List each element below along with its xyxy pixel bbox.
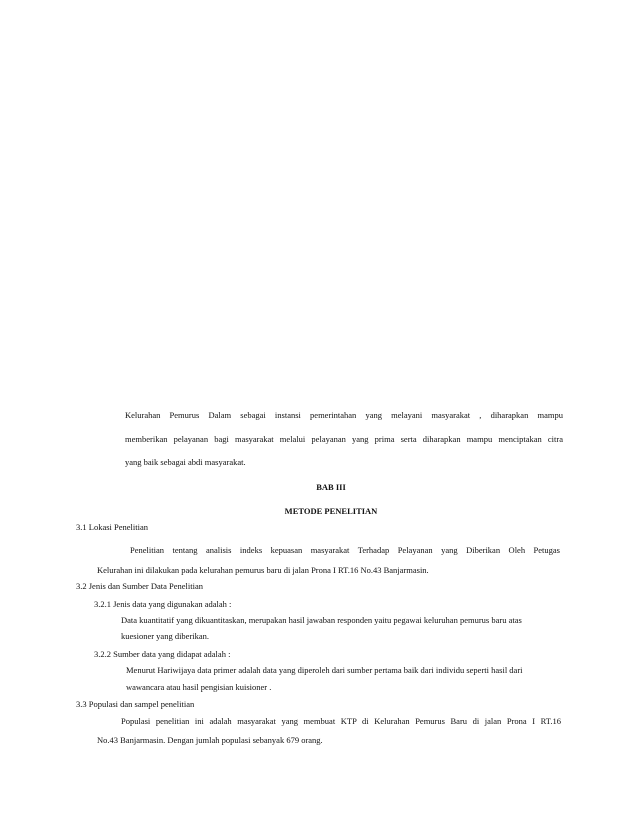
section-3-2-2-heading: 3.2.2 Sumber data yang didapat adalah :	[94, 649, 231, 659]
intro-line-2: memberikan pelayanan bagi masyarakat melalui pelayanan yang prima serta diharapkan mampu menciptakan citra	[125, 434, 563, 444]
section-3-3-heading: 3.3 Populasi dan sampel penelitian	[76, 699, 195, 709]
intro-line-3: yang baik sebagai abdi masyarakat.	[125, 457, 246, 467]
section-3-2-1-line-1: Data kuantitatif yang dikuantitaskan, merupakan hasil jawaban responden yaitu pegawai keluruhan pemurus baru atas	[121, 615, 522, 625]
section-3-2-1-line-2: kuesioner yang diberikan.	[121, 631, 210, 641]
intro-line-1: Kelurahan Pemurus Dalam sebagai instansi pemerintahan yang melayani masyarakat , diharapkan mampu	[125, 410, 563, 420]
section-3-2-2-line-1: Menurut Hariwijaya data primer adalah data yang diperoleh dari sumber pertama baik dari individu seperti hasil dari	[126, 665, 523, 675]
section-3-2-2-line-2: wawancara atau hasil pengisian kuisioner .	[126, 682, 272, 692]
section-3-3-para-line-2: No.43 Banjarmasin. Dengan jumlah populasi sebanyak 679 orang.	[97, 735, 323, 745]
section-3-2-1-heading: 3.2.1 Jenis data yang digunakan adalah :	[94, 599, 232, 609]
section-3-1-para-line-1: Penelitian tentang analisis indeks kepuasan masyarakat Terhadap Pelayanan yang Diberikan Oleh Petugas	[130, 545, 560, 555]
section-3-1-para-line-2: Kelurahan ini dilakukan pada kelurahan pemurus baru di jalan Prona I RT.16 No.43 Banjarmasin.	[97, 565, 429, 575]
chapter-title: METODE PENELITIAN	[284, 506, 378, 516]
section-3-1-heading: 3.1 Lokasi Penelitian	[76, 522, 149, 532]
section-3-3-para-line-1: Populasi penelitian ini adalah masyarakat yang membuat KTP di Kelurahan Pemurus Baru di jalan Prona I RT.16	[121, 716, 561, 726]
section-3-2-heading: 3.2 Jenis dan Sumber Data Penelitian	[76, 581, 204, 591]
chapter-number: BAB III	[316, 482, 346, 492]
